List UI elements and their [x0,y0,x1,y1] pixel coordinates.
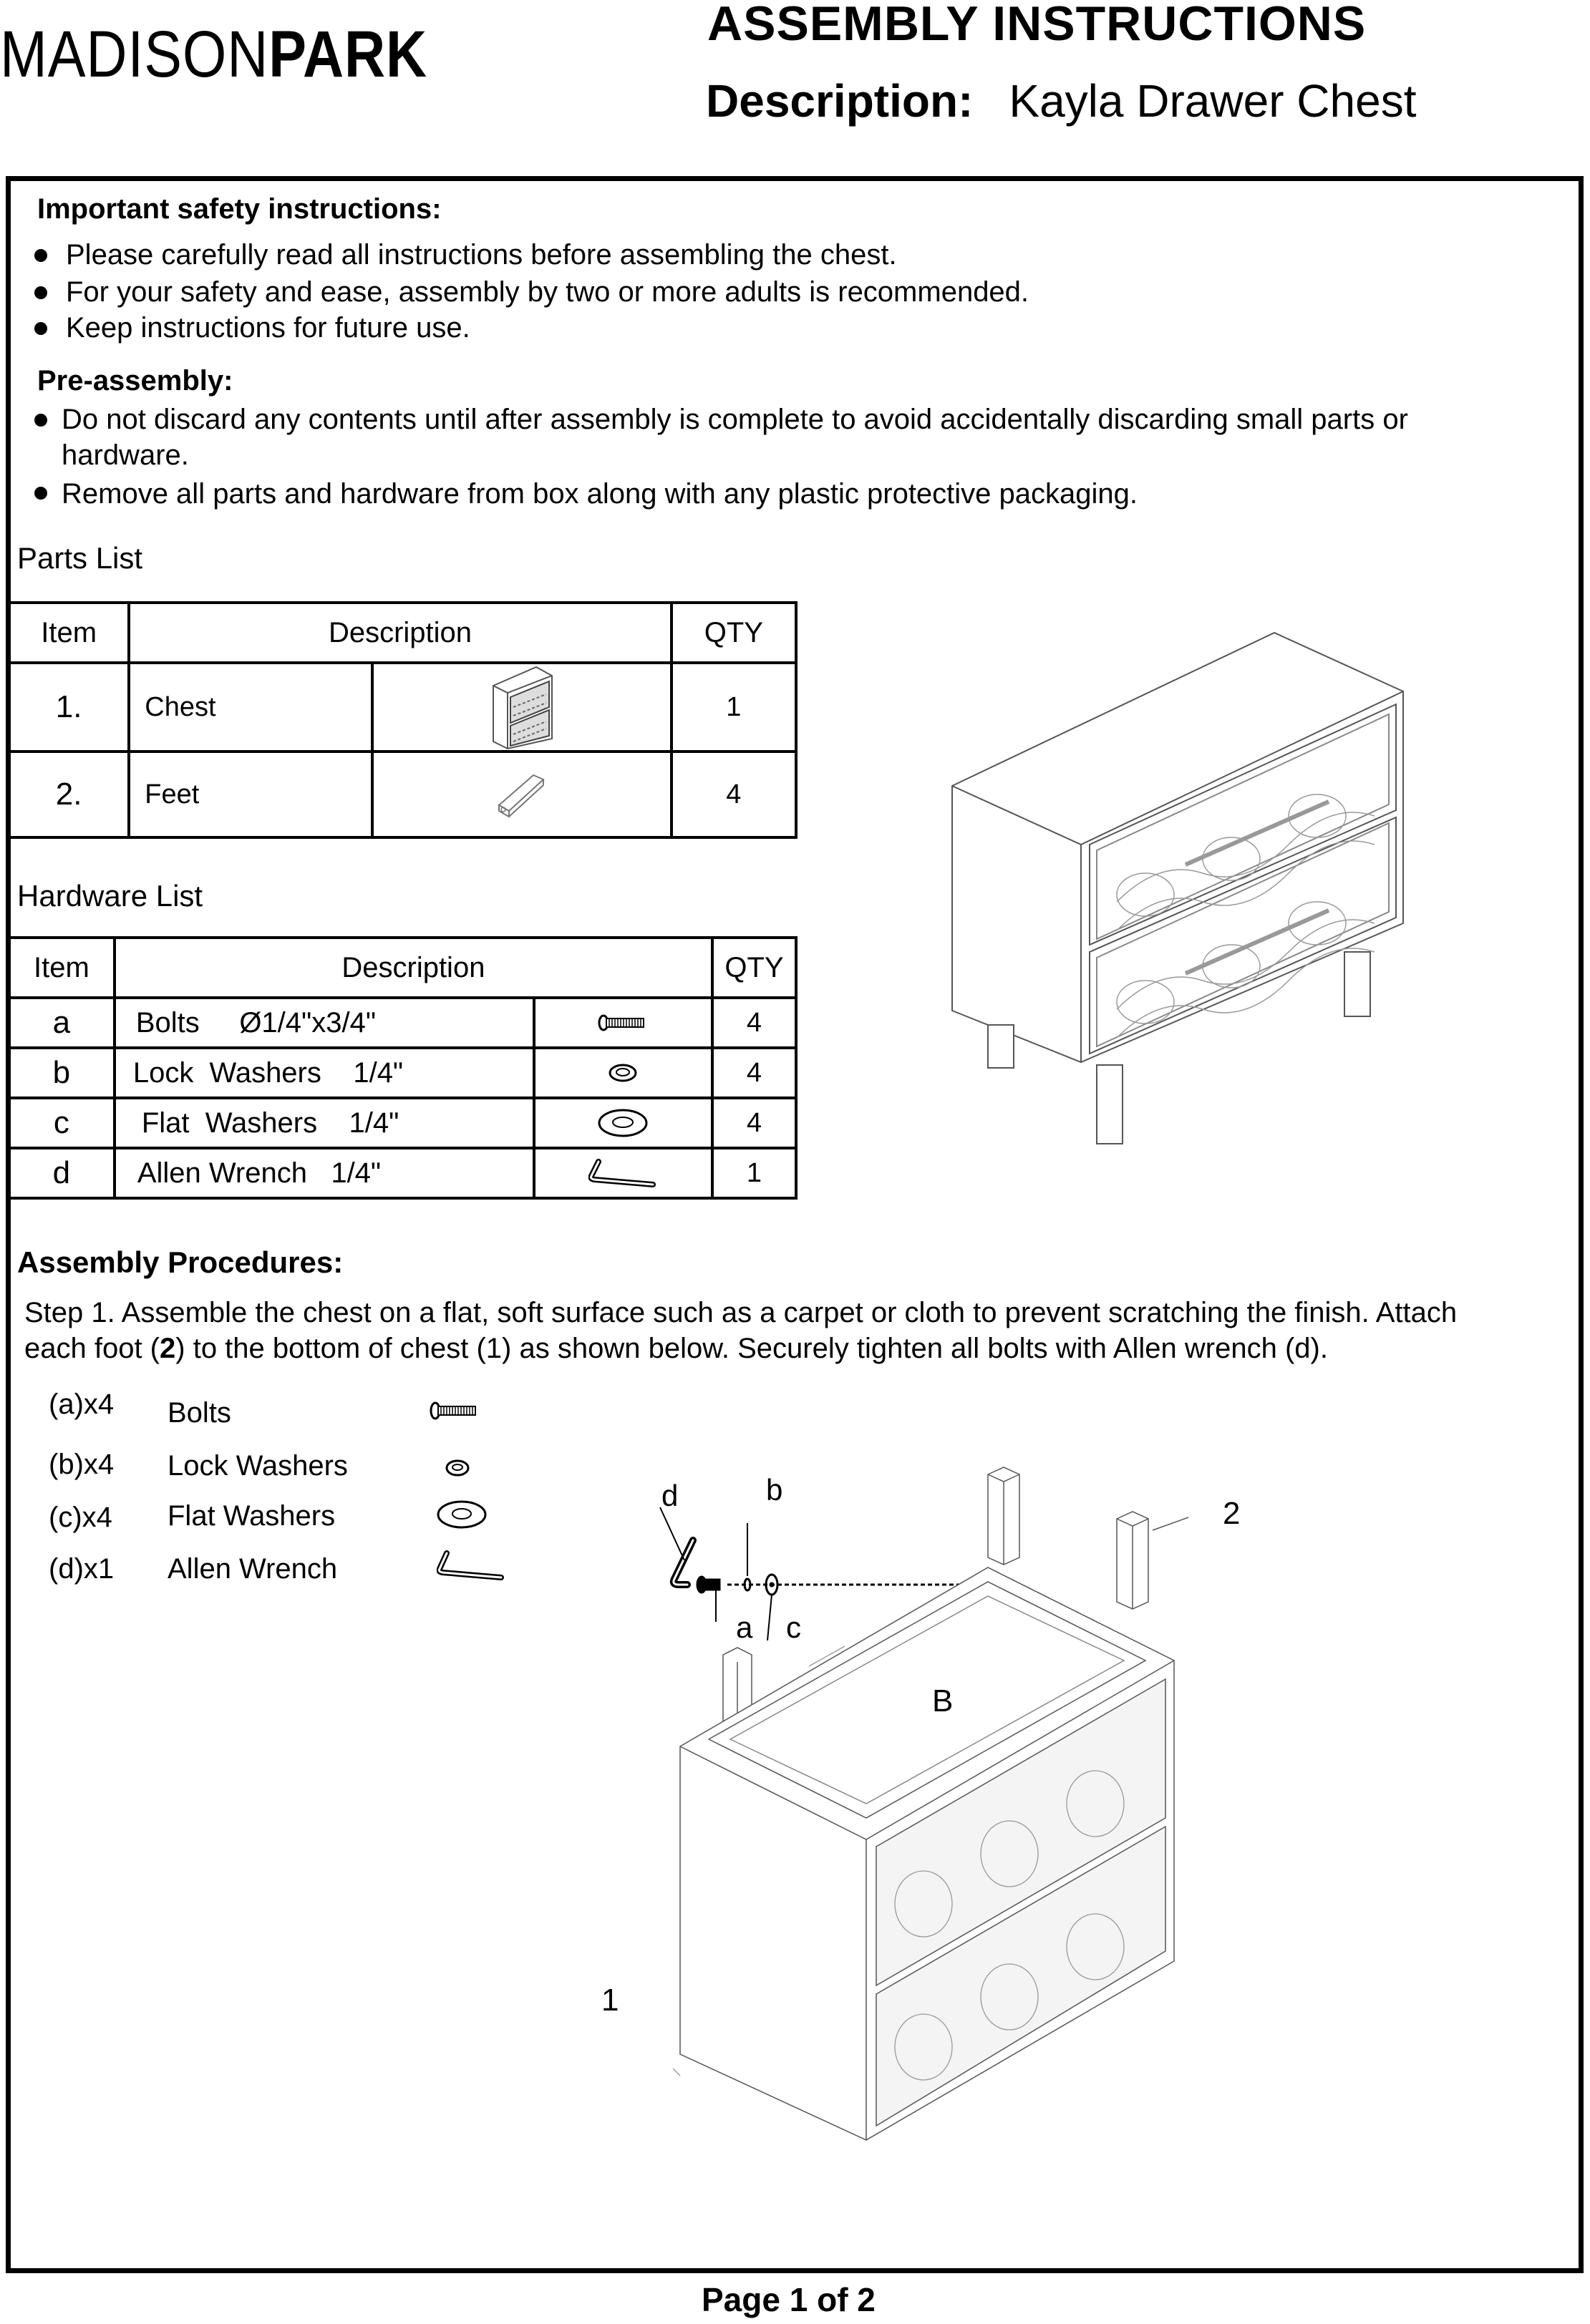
hardware-item: d [9,1148,115,1198]
parts-list-table [7,601,798,839]
foot-icon [372,752,672,837]
safety-item: Keep instructions for future use. [66,312,470,344]
table-row [9,663,796,752]
flat-washer-icon [534,1098,712,1148]
step1-text: ) to the bottom of chest (1) as shown below. Securely tighten all bolts with Allen wrench (d). [175,1333,1328,1364]
diagram-label-a: a [736,1610,753,1644]
part-item: 1. [9,663,129,752]
brand-logo-bold: PARK [268,18,428,91]
parts-list-heading: Parts List [17,541,143,575]
safety-item: Please carefully read all instructions before assembling the chest. [66,239,897,271]
step-hw-name: Flat Washers [168,1500,336,1532]
bullet-icon [34,414,47,427]
table-row [9,1048,796,1098]
pre-assembly-item: Do not discard any contents until after assembly is complete to avoid accidentally discarding small parts or [62,404,1408,435]
hardware-name: Allen Wrench 1/4" [115,1148,534,1198]
bullet-icon [34,487,47,500]
page-title: ASSEMBLY INSTRUCTIONS [707,0,1367,51]
lock-washer-icon [534,1048,712,1098]
hardware-item: b [9,1048,115,1098]
bullet-icon [34,322,47,335]
step-hw-name: Lock Washers [168,1450,348,1482]
table-row [9,1148,796,1198]
product-description [706,74,1416,127]
step1-bold-ref: 2 [160,1333,176,1364]
pre-assembly-heading: Pre-assembly: [37,365,233,397]
step-hw-qty: (b)x4 [49,1449,115,1480]
assembly-diagram [587,1446,1303,2176]
col-header-item: Item [9,938,115,998]
table-row [9,1098,796,1148]
bolt-icon [430,1401,480,1420]
diagram-label-d: d [661,1479,679,1512]
diagram-label-b: b [766,1473,783,1507]
assembled-chest-illustration [931,630,1417,1245]
diagram-label-2: 2 [1223,1496,1241,1531]
safety-heading: Important safety instructions: [37,193,442,225]
bullet-icon [34,249,47,262]
part-item: 2. [9,752,129,837]
diagram-label-B: B [932,1683,954,1718]
allen-wrench-icon [437,1550,505,1582]
col-header-qty: QTY [712,938,796,998]
hardware-qty: 4 [712,1048,796,1098]
step-hw-name: Allen Wrench [168,1553,338,1585]
step1-text: each foot ( [24,1333,160,1364]
hardware-item: c [9,1098,115,1148]
procedures-heading: Assembly Procedures: [17,1245,344,1279]
step-hw-name: Bolts [168,1397,231,1429]
col-header-qty: QTY [672,603,796,663]
col-header-description: Description [129,603,671,663]
hardware-list-table [7,936,798,1200]
pre-assembly-item: Remove all parts and hardware from box along with any plastic protective packaging. [62,478,1138,510]
hardware-name: Flat Washers 1/4" [115,1098,534,1148]
bolt-icon [534,998,712,1048]
hardware-qty: 1 [712,1148,796,1198]
pre-assembly-item-cont: hardware. [62,439,189,471]
part-name: Feet [129,752,372,837]
bullet-icon [34,286,47,299]
hardware-name: Bolts Ø1/4"x3/4" [115,998,534,1048]
lock-washer-icon [444,1457,471,1479]
page-indicator: Page 1 of 2 [702,2281,876,2318]
description-value: Kayla Drawer Chest [1009,75,1417,127]
step-hw-qty: (d)x1 [49,1553,115,1585]
step1-line2 [24,1333,1328,1365]
step-hw-qty: (a)x4 [49,1389,115,1420]
allen-wrench-icon [534,1148,712,1198]
part-qty: 4 [672,752,796,837]
hardware-list-heading: Hardware List [17,879,203,913]
hardware-item: a [9,998,115,1048]
hardware-qty: 4 [712,1098,796,1148]
step1-line1: Step 1. Assemble the chest on a flat, soft surface such as a carpet or cloth to prevent scratching the finish. Attach [24,1297,1458,1328]
flat-washer-icon [435,1499,488,1530]
hardware-qty: 4 [712,998,796,1048]
part-qty: 1 [672,663,796,752]
step-hw-qty: (c)x4 [49,1502,112,1533]
diagram-label-c: c [786,1610,801,1644]
hardware-name: Lock Washers 1/4" [115,1048,534,1098]
chest-icon [372,663,672,752]
part-name: Chest [129,663,372,752]
col-header-description: Description [115,938,712,998]
table-row [9,998,796,1048]
brand-logo [0,18,428,91]
diagram-label-1: 1 [601,1983,619,2018]
col-header-item: Item [9,603,129,663]
brand-logo-light: MADISON [0,18,269,91]
safety-item: For your safety and ease, assembly by two or more adults is recommended. [66,276,1029,308]
description-label: Description: [706,75,974,127]
table-row [9,752,796,837]
